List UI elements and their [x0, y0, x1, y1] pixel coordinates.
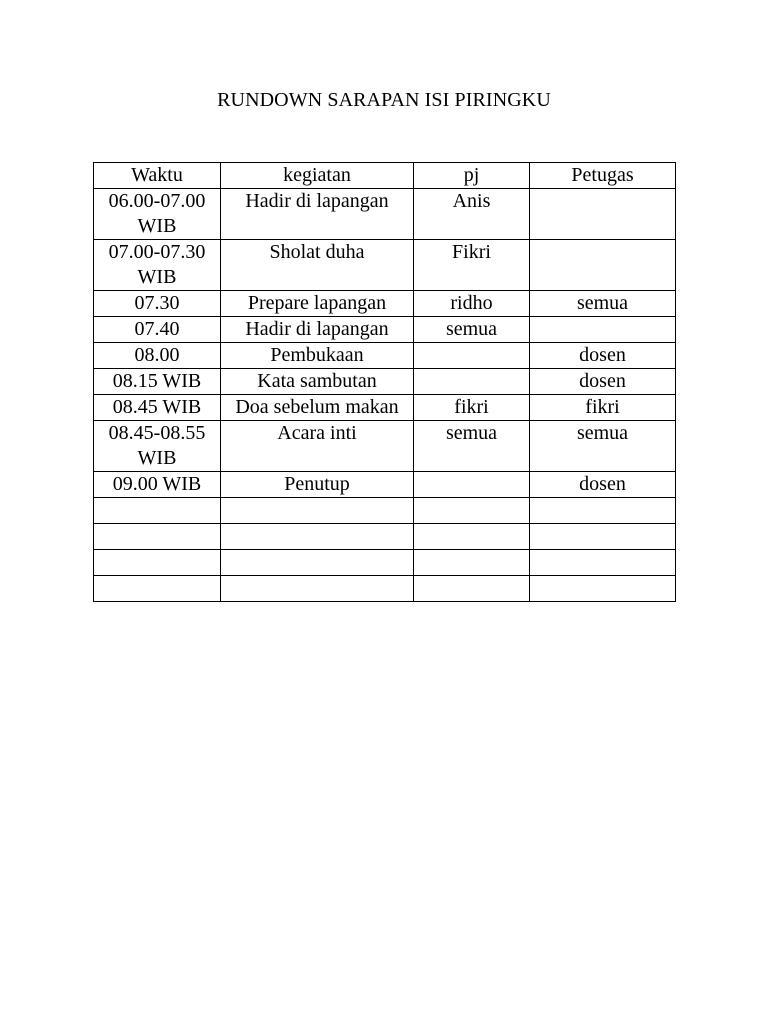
- table-row: [94, 421, 676, 472]
- table-row: [94, 343, 676, 369]
- cell-petugas: dosen: [530, 472, 676, 498]
- cell-petugas: dosen: [530, 343, 676, 369]
- cell-petugas: [530, 240, 676, 291]
- cell-petugas: semua: [530, 291, 676, 317]
- cell-petugas: [530, 317, 676, 343]
- cell-pj: semua: [414, 317, 530, 343]
- cell-waktu: [94, 498, 221, 524]
- table-row: [94, 395, 676, 421]
- table-row: [94, 472, 676, 498]
- cell-pj: Anis: [414, 189, 530, 240]
- table-row: [94, 369, 676, 395]
- cell-waktu: 08.45 WIB: [94, 395, 221, 421]
- cell-waktu: 08.45-08.55 WIB: [94, 421, 221, 472]
- cell-pj: [414, 550, 530, 576]
- table-row-empty: [94, 550, 676, 576]
- table-row: [94, 317, 676, 343]
- cell-kegiatan: Penutup: [221, 472, 414, 498]
- cell-kegiatan: [221, 498, 414, 524]
- cell-pj: [414, 343, 530, 369]
- cell-pj: [414, 369, 530, 395]
- cell-pj: fikri: [414, 395, 530, 421]
- cell-pj: ridho: [414, 291, 530, 317]
- table-row: [94, 189, 676, 240]
- cell-kegiatan: Hadir di lapangan: [221, 189, 414, 240]
- cell-petugas: [530, 550, 676, 576]
- cell-kegiatan: Pembukaan: [221, 343, 414, 369]
- cell-petugas: dosen: [530, 369, 676, 395]
- cell-waktu: [94, 550, 221, 576]
- cell-kegiatan: [221, 550, 414, 576]
- cell-waktu: 07.30: [94, 291, 221, 317]
- cell-waktu: 08.00: [94, 343, 221, 369]
- cell-pj: [414, 472, 530, 498]
- cell-waktu: 08.15 WIB: [94, 369, 221, 395]
- cell-kegiatan: Hadir di lapangan: [221, 317, 414, 343]
- cell-kegiatan: Sholat duha: [221, 240, 414, 291]
- cell-petugas: [530, 498, 676, 524]
- header-waktu: Waktu: [94, 163, 221, 189]
- table-row: [94, 240, 676, 291]
- cell-petugas: fikri: [530, 395, 676, 421]
- cell-pj: [414, 576, 530, 602]
- cell-waktu: 06.00-07.00 WIB: [94, 189, 221, 240]
- cell-waktu: [94, 524, 221, 550]
- cell-petugas: semua: [530, 421, 676, 472]
- cell-waktu: 09.00 WIB: [94, 472, 221, 498]
- cell-petugas: [530, 576, 676, 602]
- cell-pj: [414, 498, 530, 524]
- cell-waktu: [94, 576, 221, 602]
- table-header-row: [94, 163, 676, 189]
- cell-kegiatan: Doa sebelum makan: [221, 395, 414, 421]
- cell-waktu: 07.00-07.30 WIB: [94, 240, 221, 291]
- rundown-table: [93, 162, 676, 602]
- cell-pj: semua: [414, 421, 530, 472]
- cell-petugas: [530, 189, 676, 240]
- cell-waktu: 07.40: [94, 317, 221, 343]
- cell-kegiatan: [221, 576, 414, 602]
- cell-kegiatan: Kata sambutan: [221, 369, 414, 395]
- table-row-empty: [94, 524, 676, 550]
- header-pj: pj: [414, 163, 530, 189]
- table-row: [94, 291, 676, 317]
- table-row-empty: [94, 576, 676, 602]
- cell-kegiatan: Acara inti: [221, 421, 414, 472]
- header-petugas: Petugas: [530, 163, 676, 189]
- header-kegiatan: kegiatan: [221, 163, 414, 189]
- table-row-empty: [94, 498, 676, 524]
- cell-kegiatan: Prepare lapangan: [221, 291, 414, 317]
- cell-pj: Fikri: [414, 240, 530, 291]
- cell-pj: [414, 524, 530, 550]
- document-title: RUNDOWN SARAPAN ISI PIRINGKU: [217, 89, 551, 111]
- cell-kegiatan: [221, 524, 414, 550]
- cell-petugas: [530, 524, 676, 550]
